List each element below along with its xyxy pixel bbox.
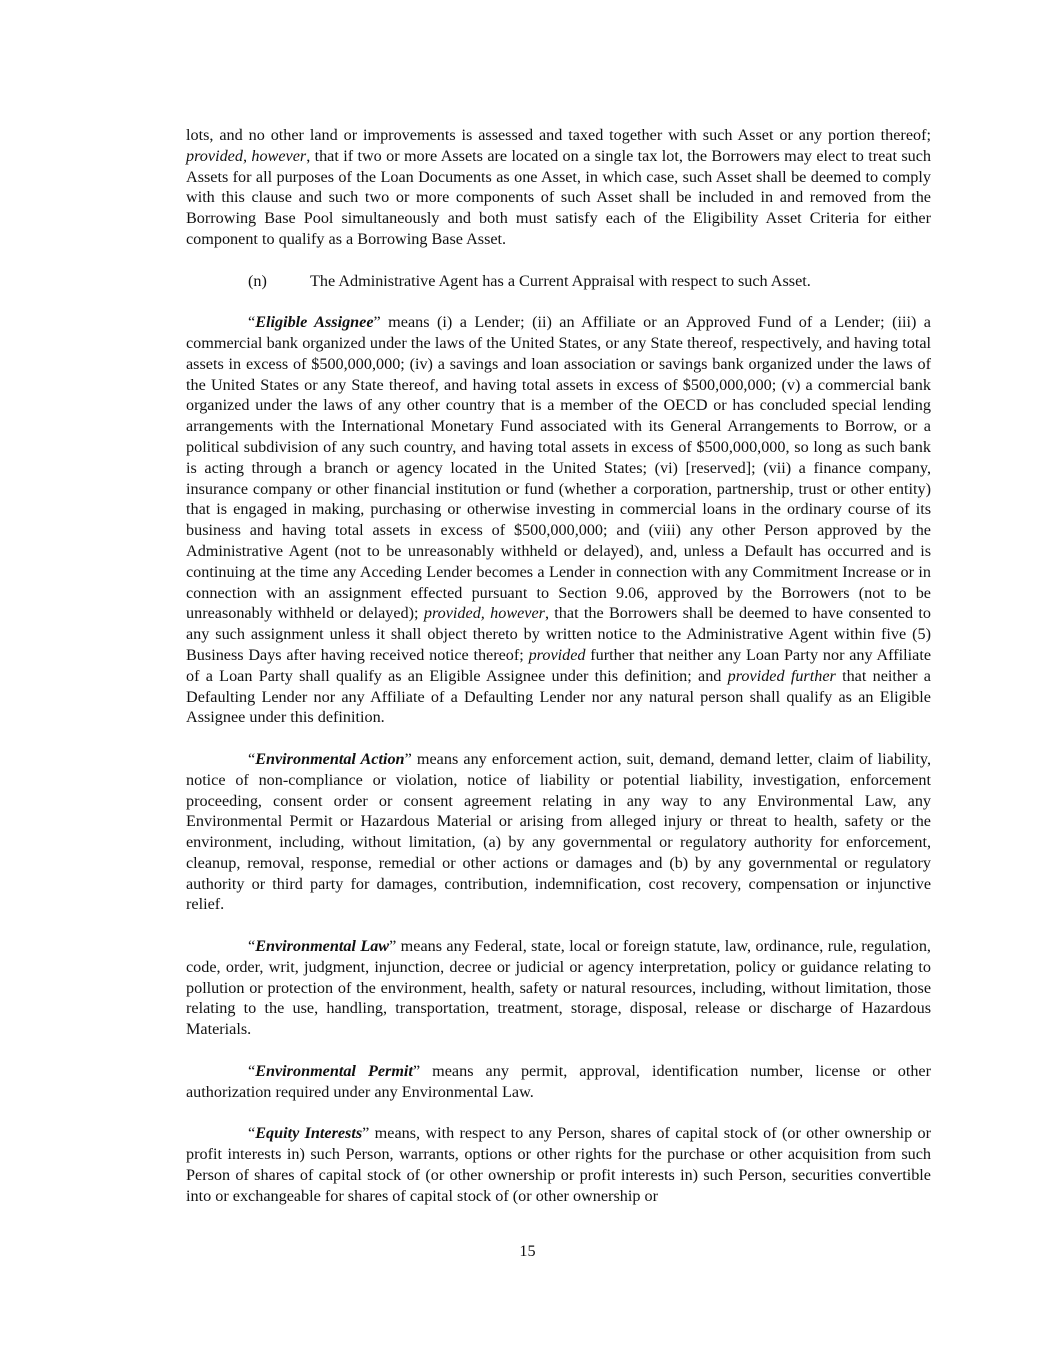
close-quote: ” [389, 937, 397, 956]
close-quote: ” [404, 749, 412, 768]
definition-proviso-2: provided [528, 645, 586, 664]
definition-eligible-assignee [186, 312, 931, 728]
definition-environmental-permit [186, 1061, 931, 1103]
defined-term: Environmental Law [255, 937, 390, 956]
document-page [186, 125, 931, 1227]
definition-text-1: means, with respect to any Person, shares of capital stock of (or other ownership or profit interests in) such Person, warrants, options or other rights for the purchase or other acquisition from such Person of shares of capital stock of (or other ownership or profit interests in) such Person, securities convertible into or exchangeable for shares of capital stock of (or other ownership or [186, 1124, 931, 1205]
clause-n-label: (n) [248, 271, 267, 290]
definition-text-2: , that the Borrowers shall be deemed to have consented to any such assignment unless it shall object thereto by written notice to the Administrative Agent within five (5) Business Days after having received notice thereof; [186, 604, 931, 664]
continuation-text-2: , that if two or more Assets are located on a single tax lot, the Borrowers may elect to treat such Assets for all purposes of the Loan Documents as one Asset, in which case, such Asset shall be deemed to comply with this clause and such two or more components of such Asset shall be included in and removed from the Borrowing Base Pool simultaneously and both must satisfy each of the Eligibility Asset Criteria for either component to qualify as a Borrowing Base Asset. [186, 146, 931, 248]
definition-text-1: means any enforcement action, suit, demand, demand letter, claim of liability, notice of non-compliance or violation, notice of liability or potential liability, investigation, enforcement proceeding, consent order or consent agreement relating in any way to any Environmental Law, any Environmental Permit or Hazardous Material or arising from alleged injury or threat to health, safety or the environment, including, without limitation, (a) by any governmental or regulatory authority for enforcement, cleanup, removal, response, remedial or other actions or damages and (b) by any governmental or regulatory authority or third party for damages, contribution, indemnification, cost recovery, compensation or injunctive relief. [186, 749, 932, 914]
close-quote: ” [412, 1061, 421, 1080]
open-quote: “ [248, 937, 256, 956]
continuation-proviso: provided, however [186, 146, 307, 165]
definition-text-1: means any Federal, state, local or foreign statute, law, ordinance, rule, regulation, code, order, writ, judgment, injunction, decree or judicial or agency interpretation, policy or guidance relating to pollution or protection of the environment, health, safety or natural resources, including, without limitation, those relating to the use, handling, transportation, treatment, storage, disposal, release or discharge of Hazardous Materials. [186, 937, 931, 1039]
page-number: 15 [519, 1242, 536, 1260]
definition-proviso-1: provided, however [423, 604, 545, 623]
continuation-paragraph [186, 125, 931, 250]
definition-text-1: means any permit, approval, identification number, license or other authorization required under any Environmental Law. [186, 1061, 931, 1101]
definition-text-1: means (i) a Lender; (ii) an Affiliate or an Approved Fund of a Lender; (iii) a commercial bank organized under the laws of the United States, or any State thereof, respectively, and having total assets in excess of $500,000,000; (iv) a savings and loan association or savings bank organized under the laws of the United States or any State thereof, and having total assets in excess of $500,000,000; (v) a commercial bank organized under the laws of any other country that is a member of the OECD or has concluded special lending arrangements with the International Monetary Fund associated with its General Arrangements to Borrow, or a political subdivision of any such country, and having total assets in excess of $500,000,000, so long as such bank is acting through a branch or agency located in the United States; (vi) [reserved]; (vii) a finance company, insurance company or other financial institution or fund (whether a corporation, partnership, trust or other entity) that is engaged in making, purchasing or otherwise investing in commercial loans in the ordinary course of its business and having total assets in excess of $500,000,000; and (viii) any other Person approved by the Administrative Agent (not to be unreasonably withheld or delayed), and, unless a Default has occurred and is continuing at the time any Acceding Lender becomes a Lender in connection with any Commitment Increase or in connection with an assignment effected pursuant to Section 9.06, approved by the Borrowers (not to be unreasonably withheld or delayed); [186, 313, 931, 623]
clause-n [186, 271, 931, 292]
definition-environmental-law [186, 936, 931, 1040]
open-quote: “ [248, 749, 256, 768]
open-quote: “ [248, 1124, 256, 1143]
definition-text-4: that neither a Defaulting Lender nor any Affiliate of a Defaulting Lender nor any natural person shall qualify as an Eligible Assignee under this definition. [186, 666, 931, 727]
open-quote: “ [248, 1061, 256, 1080]
definition-environmental-action [186, 749, 931, 915]
defined-term: Environmental Action [255, 749, 405, 768]
definition-text-3: further that neither any Loan Party nor any Affiliate of a Loan Party shall qualify as an Eligible Assignee under this definition; and [186, 645, 931, 685]
defined-term: Environmental Permit [255, 1061, 413, 1080]
open-quote: “ [248, 313, 256, 332]
defined-term: Eligible Assignee [255, 313, 374, 332]
defined-term: Equity Interests [255, 1124, 363, 1143]
definition-equity-interests [186, 1123, 931, 1206]
definition-proviso-3: provided further [727, 666, 836, 685]
continuation-text-1: lots, and no other land or improvements is assessed and taxed together with such Asset or any portion thereof; [186, 126, 931, 144]
close-quote: ” [362, 1124, 370, 1143]
close-quote: ” [373, 313, 381, 332]
clause-n-text: The Administrative Agent has a Current Appraisal with respect to such Asset. [310, 271, 811, 290]
